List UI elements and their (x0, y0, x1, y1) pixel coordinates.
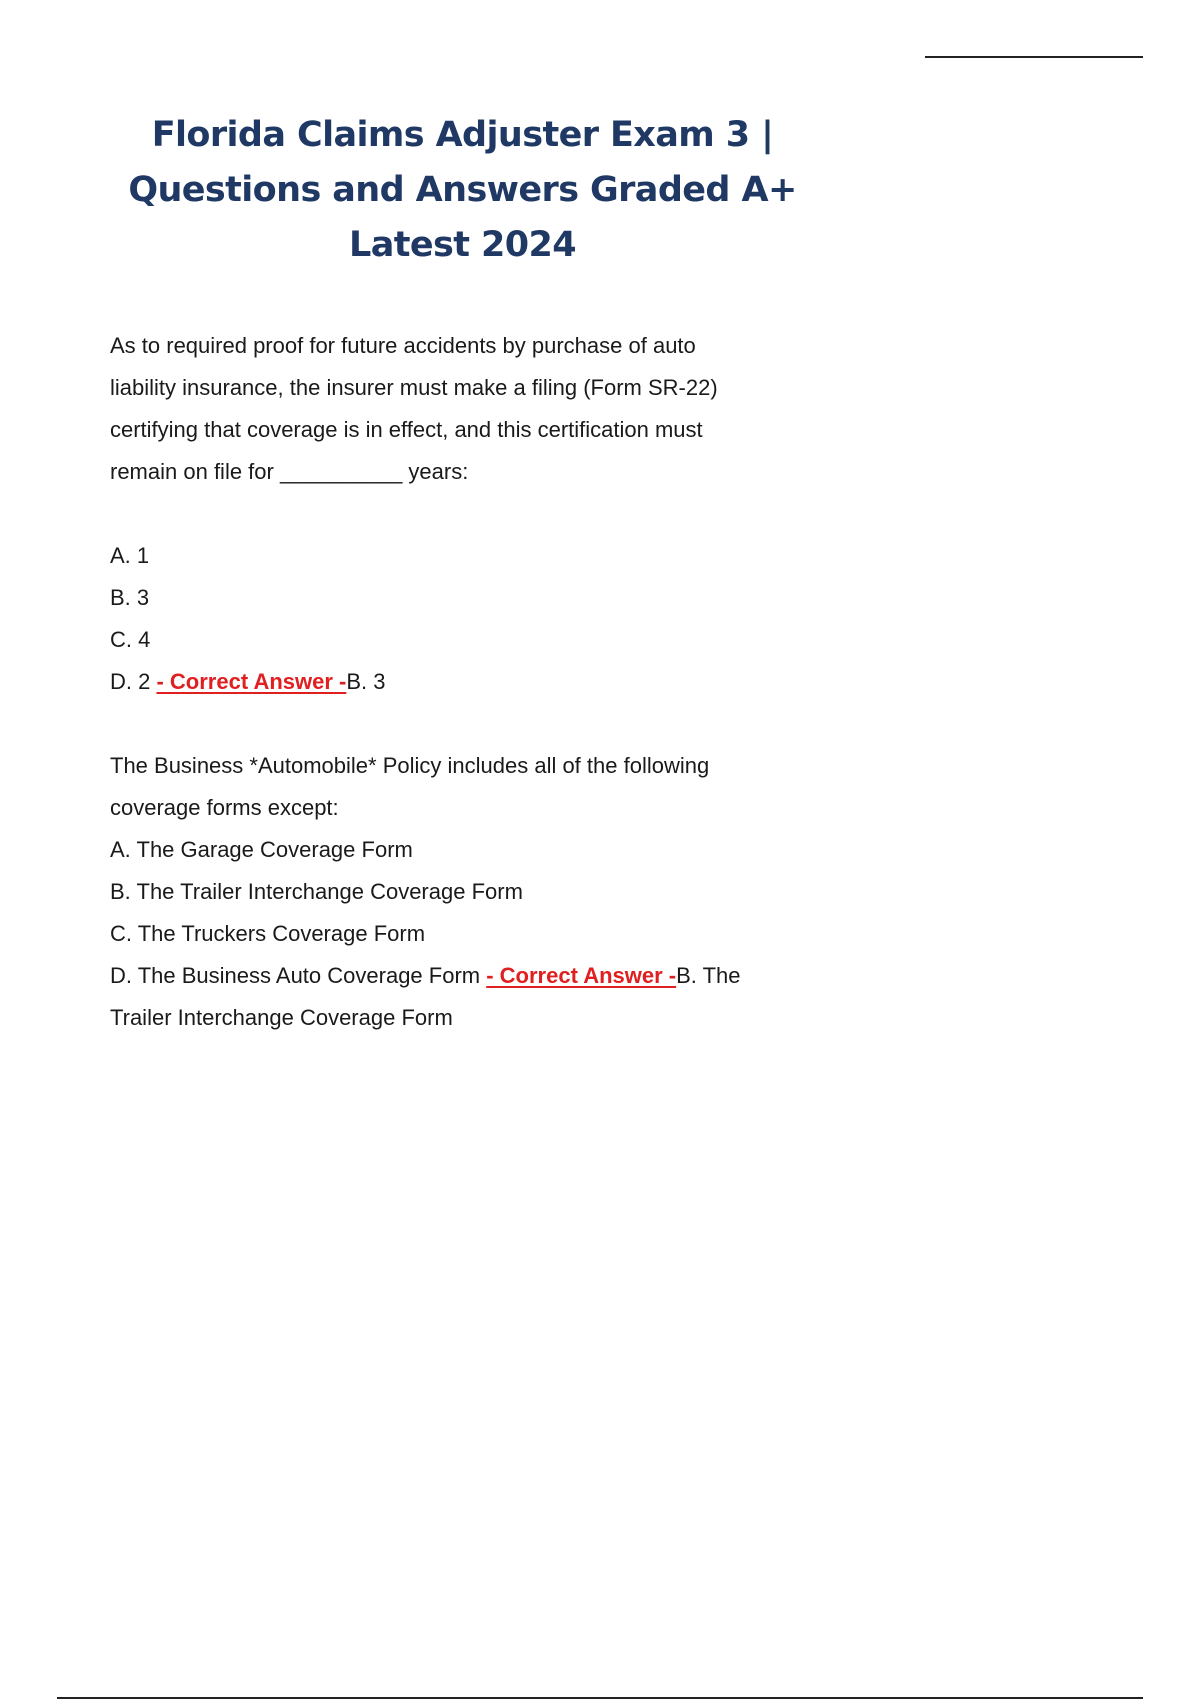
question-2-text (110, 745, 830, 829)
question-1-answer: B. 3 (346, 669, 386, 694)
document-body (110, 325, 830, 1039)
title-line-3: Latest 2024 (349, 225, 576, 265)
question-1-option-b: B. 3 (110, 585, 150, 610)
question-2-option-b: B. The Trailer Interchange Coverage Form (110, 879, 523, 904)
question-2-option-c: C. The Truckers Coverage Form (110, 921, 426, 946)
header-rule (925, 56, 1143, 58)
question-1-text (110, 325, 830, 493)
question-1-option-a: A. 1 (110, 543, 150, 568)
title-line-1: Florida Claims Adjuster Exam 3 | (151, 115, 774, 155)
question-2-correct-label: - Correct Answer - (486, 963, 677, 988)
question-1-line-1: As to required proof for future accidents by purchase of auto (110, 333, 696, 358)
footer-rule (57, 1697, 1143, 1699)
question-2-options (110, 829, 830, 1039)
question-2-option-a: A. The Garage Coverage Form (110, 837, 413, 862)
question-1-line-2: liability insurance, the insurer must make a filing (Form SR-22) (110, 375, 718, 400)
question-1-option-d: D. 2 (110, 669, 157, 694)
question-2 (110, 745, 830, 1039)
question-1-line-3: certifying that coverage is in effect, and this certification must (110, 417, 703, 442)
title-line-2: Questions and Answers Graded A+ (128, 170, 797, 210)
question-1-options (110, 535, 830, 703)
question-2-answer-part-1: B. The (676, 963, 741, 988)
question-1-option-c: C. 4 (110, 627, 151, 652)
question-2-option-d-line (110, 955, 830, 997)
question-2-line-2: coverage forms except: (110, 795, 339, 820)
question-2-option-d: D. The Business Auto Coverage Form (110, 963, 487, 988)
question-1-option-d-line (110, 661, 830, 703)
question-1 (110, 325, 830, 703)
question-1-correct-label: - Correct Answer - (156, 669, 347, 694)
question-1-line-4: remain on file for __________ years: (110, 459, 469, 484)
question-2-answer-part-2: Trailer Interchange Coverage Form (110, 1005, 453, 1030)
document-title (110, 108, 815, 273)
question-2-line-1: The Business *Automobile* Policy includes all of the following (110, 753, 710, 778)
